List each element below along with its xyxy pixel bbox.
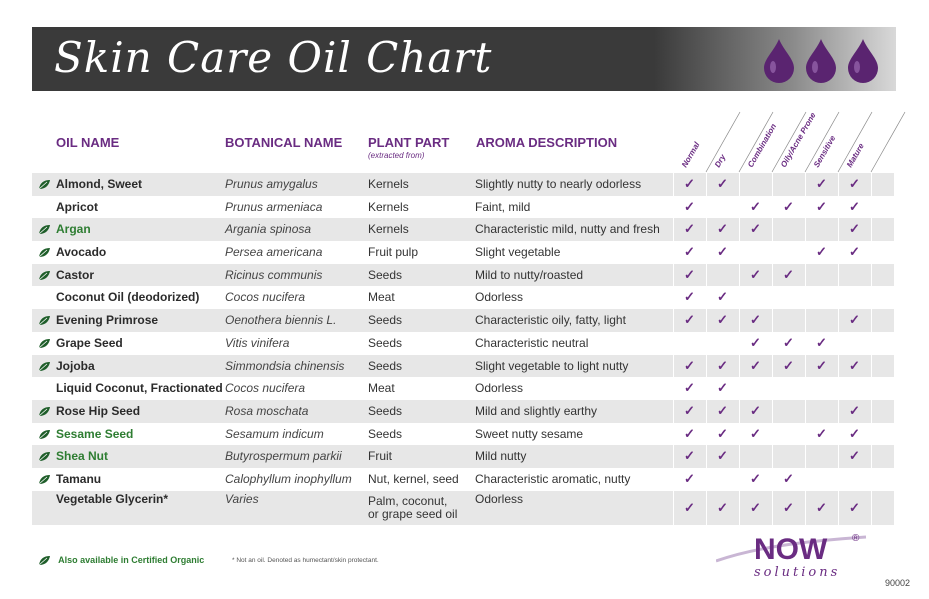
check-icon: ✓: [849, 425, 860, 441]
table-row: [32, 423, 894, 446]
check-icon: ✓: [684, 176, 695, 191]
column-divider: [772, 173, 773, 525]
oil-name: Shea Nut: [56, 449, 109, 464]
footnote: * Not an oil. Denoted as humectant/skin protectant.: [232, 557, 379, 564]
aroma-description: Characteristic oily, fatty, light: [475, 313, 626, 328]
oil-name: Grape Seed: [56, 335, 123, 350]
botanical-name: Calophyllum inophyllum: [225, 471, 352, 486]
leaf-icon: [38, 315, 51, 326]
check-icon: ✓: [750, 266, 761, 282]
check-icon: ✓: [816, 176, 827, 191]
botanical-name: Simmondsia chinensis: [225, 358, 345, 373]
leaf-icon: [38, 270, 51, 281]
check-icon: ✓: [750, 357, 761, 373]
plant-part: Seeds: [368, 267, 403, 282]
check-icon: ✓: [717, 499, 728, 515]
check-icon: ✓: [783, 266, 794, 282]
check-icon: ✓: [684, 499, 695, 515]
oil-name: Rose Hip Seed: [56, 403, 141, 418]
aroma-description: Mild nutty: [475, 449, 527, 464]
check-icon: ✓: [849, 448, 860, 464]
plant-part: Meat: [368, 290, 395, 305]
check-icon: ✓: [750, 425, 761, 441]
plant-part: Fruit: [368, 449, 392, 464]
now-solutions-logo: [716, 527, 876, 587]
plant-part: Nut, kernel, seed: [368, 471, 459, 486]
table-row: [32, 491, 894, 525]
check-icon: ✓: [783, 357, 794, 373]
check-icon: ✓: [816, 357, 827, 373]
check-icon: ✓: [684, 266, 695, 282]
check-icon: ✓: [684, 289, 695, 305]
leaf-icon: [38, 429, 51, 440]
botanical-name: Oenothera biennis L.: [225, 313, 337, 328]
check-icon: ✓: [717, 312, 728, 328]
check-icon: ✓: [717, 289, 728, 305]
skin-type-header-2: Combination: [745, 122, 779, 169]
check-icon: ✓: [816, 334, 827, 350]
header-plant-part-sub: (extracted from): [368, 151, 425, 160]
botanical-name: Ricinus communis: [225, 267, 323, 282]
table-row: [32, 355, 894, 378]
aroma-description: Slight vegetable: [475, 245, 561, 260]
check-icon: ✓: [750, 221, 761, 237]
skin-type-header-5: Mature: [844, 141, 866, 169]
check-icon: ✓: [783, 198, 794, 214]
check-icon: ✓: [684, 357, 695, 373]
check-icon: ✓: [684, 221, 695, 237]
botanical-name: Cocos nucifera: [225, 290, 306, 305]
check-icon: ✓: [750, 312, 761, 328]
leaf-icon: [38, 451, 51, 462]
column-divider: [739, 173, 740, 525]
check-icon: ✓: [717, 448, 728, 464]
column-divider: [706, 173, 707, 525]
check-icon: ✓: [717, 244, 728, 260]
header-plant-part: PLANT PART: [368, 135, 450, 150]
oil-name: Vegetable Glycerin*: [56, 491, 169, 506]
check-icon: ✓: [717, 402, 728, 418]
table-row: [32, 218, 894, 241]
leaf-icon: [38, 338, 51, 349]
oil-name: Castor: [56, 267, 95, 282]
leaf-icon: [38, 247, 51, 258]
table-row: [32, 445, 894, 468]
plant-part: Seeds: [368, 403, 403, 418]
table-row: [32, 309, 894, 332]
aroma-description: Slightly nutty to nearly odorless: [475, 177, 642, 191]
skin-type-header-3: Oily/Acne Prone: [778, 110, 818, 169]
table-row: [32, 400, 894, 423]
check-icon: ✓: [816, 499, 827, 515]
check-icon: ✓: [849, 221, 860, 237]
check-icon: ✓: [750, 198, 761, 214]
plant-part: Meat: [368, 381, 395, 396]
check-icon: ✓: [750, 499, 761, 515]
check-icon: ✓: [816, 198, 827, 214]
skin-type-header-4: Sensitive: [811, 134, 838, 169]
leaf-icon: [38, 474, 51, 485]
check-icon: ✓: [849, 499, 860, 515]
aroma-description: Odorless: [475, 381, 524, 396]
header-oil-name: OIL NAME: [56, 135, 120, 150]
column-divider: [838, 173, 839, 525]
check-icon: ✓: [849, 176, 860, 191]
botanical-name: Persea americana: [225, 245, 323, 260]
oil-name: Coconut Oil (deodorized): [56, 290, 200, 305]
leaf-icon: [38, 361, 51, 372]
botanical-name: Prunus armeniaca: [225, 199, 323, 214]
header-botanical-name: BOTANICAL NAME: [225, 135, 343, 150]
plant-part: Fruit pulp: [368, 245, 419, 260]
oil-name: Liquid Coconut, Fractionated: [56, 381, 223, 396]
check-icon: ✓: [717, 357, 728, 373]
aroma-description: Odorless: [475, 290, 524, 305]
plant-part: Seeds: [368, 335, 403, 350]
header-aroma: AROMA DESCRIPTION: [476, 135, 618, 150]
aroma-description: Sweet nutty sesame: [475, 426, 584, 441]
plant-part: Seeds: [368, 426, 403, 441]
leaf-icon: [38, 224, 51, 235]
aroma-description: Characteristic mild, nutty and fresh: [475, 222, 660, 237]
check-icon: ✓: [684, 380, 695, 396]
oil-name: Jojoba: [56, 358, 95, 373]
column-divider: [871, 173, 872, 525]
check-icon: ✓: [684, 312, 695, 328]
check-icon: ✓: [750, 470, 761, 486]
leaf-icon: [38, 179, 51, 190]
plant-part: Palm, coconut, or grape seed oil: [368, 493, 458, 521]
check-icon: ✓: [684, 470, 695, 486]
plant-part: Kernels: [368, 222, 409, 237]
aroma-description: Mild to nutty/roasted: [475, 267, 584, 282]
table-row: [32, 241, 894, 264]
botanical-name: Varies: [225, 491, 259, 506]
table-row: [32, 286, 894, 309]
botanical-name: Prunus amygalus: [225, 177, 318, 191]
check-icon: ✓: [849, 312, 860, 328]
check-icon: ✓: [849, 402, 860, 418]
check-icon: ✓: [684, 402, 695, 418]
plant-part: Kernels: [368, 199, 409, 214]
skin-header-divider: [871, 112, 905, 172]
leaf-icon: [38, 555, 51, 566]
check-icon: ✓: [849, 198, 860, 214]
check-icon: ✓: [684, 425, 695, 441]
oil-name: Argan: [56, 222, 91, 237]
svg-text:®: ®: [852, 533, 860, 544]
oil-name: Apricot: [56, 199, 98, 214]
skin-type-header-1: Dry: [712, 152, 728, 169]
column-divider: [673, 173, 674, 525]
svg-text:NOW: NOW: [754, 533, 828, 566]
check-icon: ✓: [783, 334, 794, 350]
botanical-name: Vitis vinifera: [225, 335, 290, 350]
check-icon: ✓: [684, 198, 695, 214]
check-icon: ✓: [717, 221, 728, 237]
now-logo-mark: [716, 527, 876, 567]
botanical-name: Butyrospermum parkii: [225, 449, 342, 464]
oil-name: Avocado: [56, 245, 107, 260]
check-icon: ✓: [816, 425, 827, 441]
botanical-name: Cocos nucifera: [225, 381, 306, 396]
skin-type-header-0: Normal: [679, 140, 702, 169]
oil-name: Almond, Sweet: [56, 177, 143, 191]
table-row: [32, 377, 894, 400]
plant-part: Kernels: [368, 177, 409, 191]
check-icon: ✓: [717, 176, 728, 191]
botanical-name: Rosa moschata: [225, 403, 309, 418]
plant-part: Seeds: [368, 358, 403, 373]
oil-name: Sesame Seed: [56, 426, 134, 441]
aroma-description: Characteristic aromatic, nutty: [475, 471, 631, 486]
plant-part: Seeds: [368, 313, 403, 328]
check-icon: ✓: [783, 470, 794, 486]
table-row: [32, 264, 894, 287]
organic-legend: [38, 555, 204, 566]
check-icon: ✓: [684, 448, 695, 464]
table-row: [32, 196, 894, 219]
table-row: [32, 332, 894, 355]
aroma-description: Slight vegetable to light nutty: [475, 358, 629, 373]
aroma-description: Characteristic neutral: [475, 335, 589, 350]
check-icon: ✓: [684, 244, 695, 260]
check-icon: ✓: [849, 244, 860, 260]
aroma-description: Faint, mild: [475, 199, 531, 214]
botanical-name: Sesamum indicum: [225, 426, 324, 441]
legend-text: Also available in Certified Organic: [58, 555, 205, 565]
product-code: 90002: [885, 578, 911, 588]
aroma-description: Odorless: [475, 491, 524, 506]
check-icon: ✓: [717, 380, 728, 396]
check-icon: ✓: [750, 334, 761, 350]
skin-type-headers: [0, 0, 929, 180]
check-icon: ✓: [717, 425, 728, 441]
check-icon: ✓: [816, 244, 827, 260]
check-icon: ✓: [783, 499, 794, 515]
table-row: [32, 173, 894, 196]
column-divider: [805, 173, 806, 525]
oil-name: Evening Primrose: [56, 313, 159, 328]
oil-table: [32, 173, 894, 525]
leaf-icon: [38, 406, 51, 417]
oil-name: Tamanu: [56, 471, 102, 486]
botanical-name: Argania spinosa: [225, 222, 312, 237]
aroma-description: Mild and slightly earthy: [475, 403, 598, 418]
check-icon: ✓: [750, 402, 761, 418]
page-title: Skin Care Oil Chart: [54, 33, 493, 82]
check-icon: ✓: [849, 357, 860, 373]
brand-tagline: solutions: [754, 565, 841, 580]
